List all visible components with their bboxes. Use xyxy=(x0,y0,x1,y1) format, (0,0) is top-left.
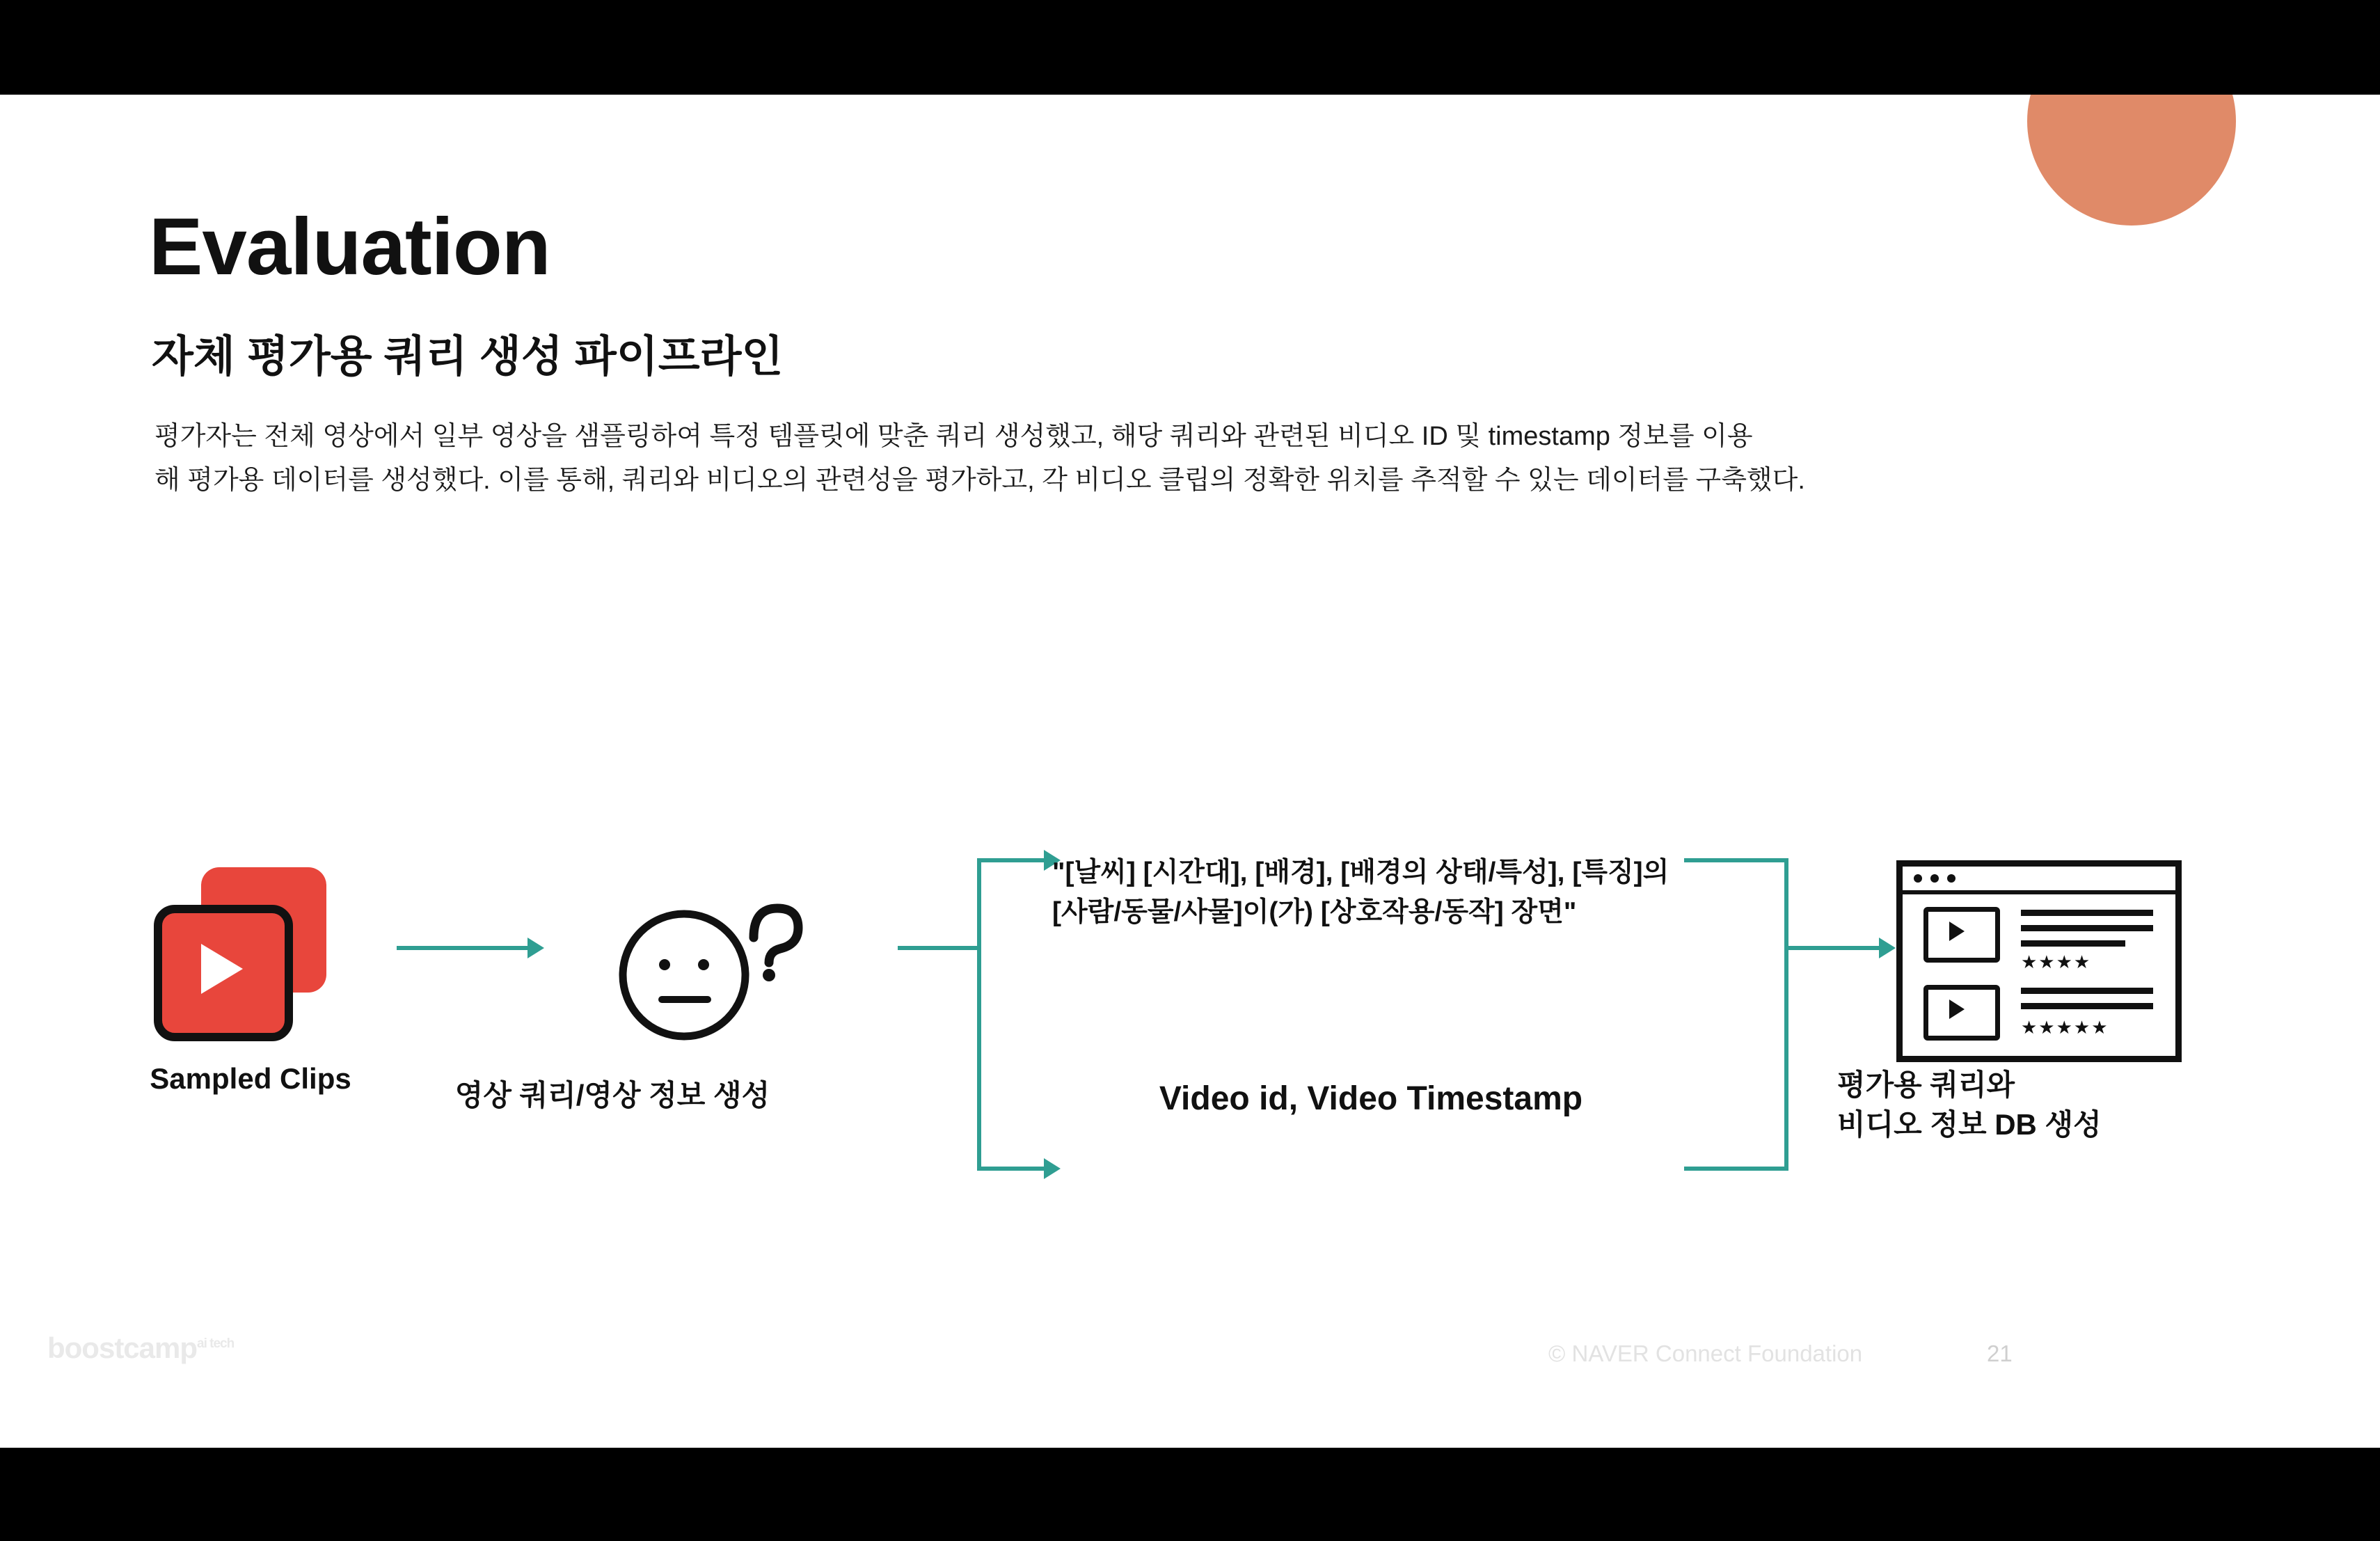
db-rating-2: ★★★★★ xyxy=(2021,1017,2109,1038)
db-play-icon-1 xyxy=(1949,922,1965,941)
branch-top-line xyxy=(977,858,1047,862)
db-thumbnail-1 xyxy=(1923,907,2000,963)
boostcamp-logo xyxy=(47,1331,234,1365)
merge-vertical-line xyxy=(1784,860,1788,1169)
merge-out-line xyxy=(1784,946,1882,950)
video-timestamp-text: Video id, Video Timestamp xyxy=(1159,1080,1583,1117)
branch-bottom-head xyxy=(1044,1158,1061,1179)
body-line-2: 해 평가용 데이터를 생성했다. 이를 통해, 쿼리와 비디오의 관련성을 평가하고, 각 비디오 클립의 정확한 위치를 추적할 수 있는 데이터를 구축했다. xyxy=(154,465,1805,495)
query-template-text: "[날씨] [시간대], [배경], [배경의 상태/특성], [특징]의 [사람/동물/사물]이(가) [상호작용/동작] 장면" xyxy=(1052,858,1669,927)
db-result-label-line2: 비디오 정보 DB 생성 xyxy=(1837,1107,2102,1141)
thinking-face-icon xyxy=(595,871,818,1052)
page-subtitle: 자체 평가용 쿼리 생성 파이프라인 xyxy=(152,333,784,381)
db-text-line-1b xyxy=(2021,925,2153,931)
boostcamp-logo-sup: ai tech xyxy=(197,1336,235,1351)
db-rating-1: ★★★★ xyxy=(2021,951,2092,972)
db-result-label-line1: 평가용 쿼리와 xyxy=(1837,1068,2015,1101)
body-paragraph xyxy=(154,415,2249,502)
db-window-titlebar xyxy=(1903,867,2175,894)
db-window-dot-2 xyxy=(1930,874,1939,883)
arrow-1-head xyxy=(527,938,544,958)
arrow-1-line xyxy=(397,946,529,950)
db-text-line-1a xyxy=(2021,910,2153,916)
slide-canvas xyxy=(0,95,2380,1448)
branch-in-line xyxy=(898,946,981,950)
db-text-line-2a xyxy=(2021,988,2153,994)
db-thumbnail-2 xyxy=(1923,985,2000,1041)
database-window-icon xyxy=(1896,860,2182,1062)
merge-top-line xyxy=(1684,858,1788,862)
decorative-circle xyxy=(2027,95,2236,226)
page-title: Evaluation xyxy=(149,201,550,292)
branch-bottom-line xyxy=(977,1167,1047,1171)
branch-vertical-line xyxy=(977,860,981,1169)
body-line-1: 평가자는 전체 영상에서 일부 영상을 샘플링하여 특정 템플릿에 맞춘 쿼리 생성했고, 해당 쿼리와 관련된 비디오 ID 및 timestamp 정보를 이용 xyxy=(154,422,1753,451)
db-text-line-1c xyxy=(2021,940,2125,947)
db-window-dot-1 xyxy=(1914,874,1922,883)
boostcamp-logo-text: boostcamp xyxy=(47,1331,198,1364)
play-icon xyxy=(201,944,243,994)
video-clips-icon xyxy=(150,867,351,1027)
merge-bottom-line xyxy=(1684,1167,1788,1171)
copyright-text: © NAVER Connect Foundation xyxy=(1548,1341,1863,1366)
page-number: 21 xyxy=(1987,1341,2013,1366)
db-window-dot-3 xyxy=(1947,874,1955,883)
query-generation-label: 영상 쿼리/영상 정보 생성 xyxy=(454,1079,770,1112)
db-result-label xyxy=(1837,1066,2269,1144)
merge-out-head xyxy=(1879,938,1896,958)
pipeline-diagram xyxy=(0,805,2380,1292)
db-text-line-2b xyxy=(2021,1003,2153,1009)
db-play-icon-2 xyxy=(1949,999,1965,1019)
sampled-clips-label: Sampled Clips xyxy=(150,1062,351,1095)
